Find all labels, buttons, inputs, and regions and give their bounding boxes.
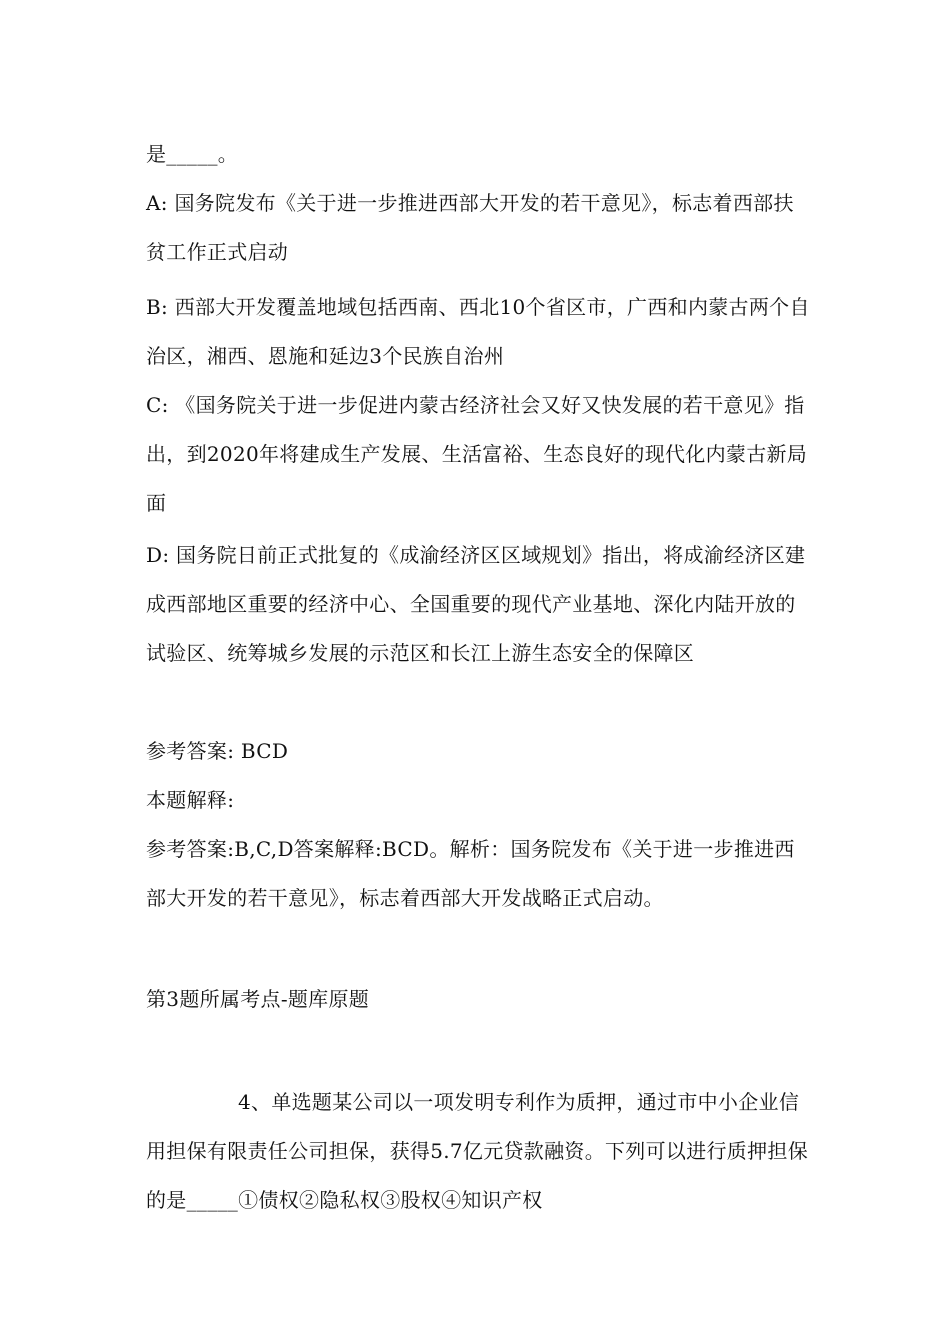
- option-a: A: 国务院发布《关于进一步推进西部大开发的若干意见》，标志着西部扶贫工作正式启动: [146, 191, 794, 264]
- option-b: B: 西部大开发覆盖地域包括西南、西北10个省区市，广西和内蒙古两个自治区，湘西、恩施和延边3个民族自治州: [146, 295, 810, 368]
- question-tail: 是_____。: [146, 142, 239, 166]
- option-d: D: 国务院日前正式批复的《成渝经济区区域规划》指出，将成渝经济区建成西部地区重要的经济中心、全国重要的现代产业基地、深化内陆开放的试验区、统筹城乡发展的示范区和长江上游生态安全的保障区: [146, 543, 806, 665]
- reference-answer: 参考答案: BCD: [146, 739, 289, 763]
- explanation-text: 参考答案:B,C,D答案解释:BCD。解析：国务院发布《关于进一步推进西部大开发的若干意见》，标志着西部大开发战略正式启动。: [146, 837, 795, 910]
- option-c: C: 《国务院关于进一步促进内蒙古经济社会又好又快发展的若干意见》指出，到2020年将建成生产发展、生活富裕、生态良好的现代化内蒙古新局面: [146, 393, 808, 515]
- explanation-label: 本题解释:: [146, 788, 235, 812]
- section-label: 第3题所属考点-题库原题: [146, 987, 370, 1011]
- question-4: 4、单选题某公司以一项发明专利作为质押，通过市中小企业信用担保有限责任公司担保，获得5.7亿元贷款融资。下列可以进行质押担保的是_____①债权②隐私权③股权④知识产权: [146, 1090, 809, 1212]
